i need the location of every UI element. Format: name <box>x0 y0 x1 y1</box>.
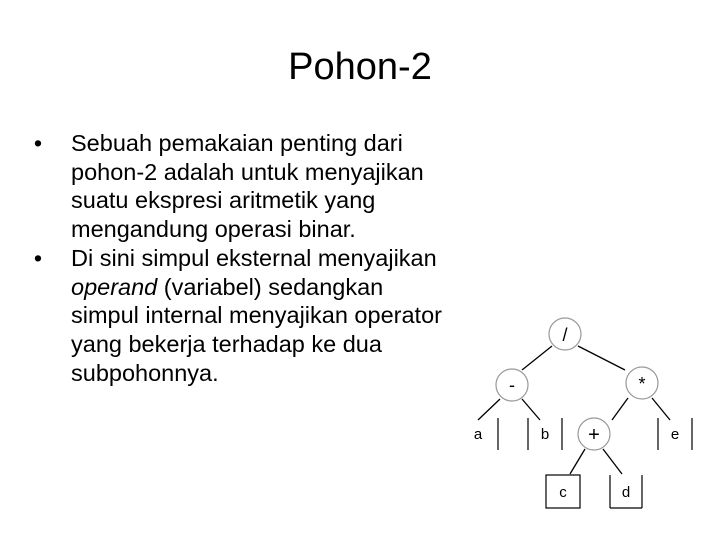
node-label-plus: + <box>588 424 600 446</box>
tree-node-times <box>626 367 658 399</box>
leaf-label-c: c <box>559 484 567 501</box>
bullet-list <box>28 129 448 387</box>
slide-title-text: Pohon-2 <box>288 46 432 88</box>
slide-title <box>0 42 720 92</box>
tree-node-root <box>549 318 581 350</box>
leaf-label-d: d <box>621 484 631 501</box>
bullet-text-1: Sebuah pemakaian penting dari pohon-2 adalah untuk menyajikan suatu ekspresi aritmetik yang mengandung operasi binar. <box>71 130 424 243</box>
leaf-label-a: a <box>473 426 483 443</box>
bullet-marker: • <box>33 244 43 271</box>
bullet-item-2 <box>28 244 448 388</box>
edge-plus-d <box>603 449 622 474</box>
node-label-minus: - <box>509 375 515 395</box>
leaf-label-e: e <box>670 426 680 443</box>
edge-minus-b <box>522 399 540 420</box>
tree-leaf-b <box>528 418 562 450</box>
node-label-times: * <box>638 374 646 394</box>
edge-plus-c <box>570 449 585 474</box>
bullet-item-1 <box>28 129 448 244</box>
bullet-text-2-end: (variabel) sedangkan simpul internal menyajikan operator yang bekerja terhadap ke dua subpohonnya. <box>71 273 442 386</box>
node-label-root: / <box>562 325 568 345</box>
tree-leaf-e <box>658 418 692 450</box>
tree-node-minus <box>496 369 528 401</box>
edge-times-plus <box>612 398 628 420</box>
edge-times-e <box>652 398 670 420</box>
tree-node-plus <box>578 418 610 450</box>
bullet-text-2-emphasis: operand <box>71 273 158 300</box>
edge-root-left <box>522 346 552 370</box>
tree-leaf-d <box>610 475 642 508</box>
bullet-marker: • <box>33 130 43 156</box>
edge-root-right <box>578 346 625 370</box>
leaf-label-b: b <box>540 426 550 443</box>
bullet-text-2-start: Di sini simpul eksternal menyajikan <box>71 244 437 271</box>
tree-edges <box>478 346 670 474</box>
expression-tree-diagram <box>460 310 700 520</box>
edge-minus-a <box>478 399 500 420</box>
tree-leaf-a <box>474 418 498 450</box>
tree-leaf-c <box>546 475 580 508</box>
